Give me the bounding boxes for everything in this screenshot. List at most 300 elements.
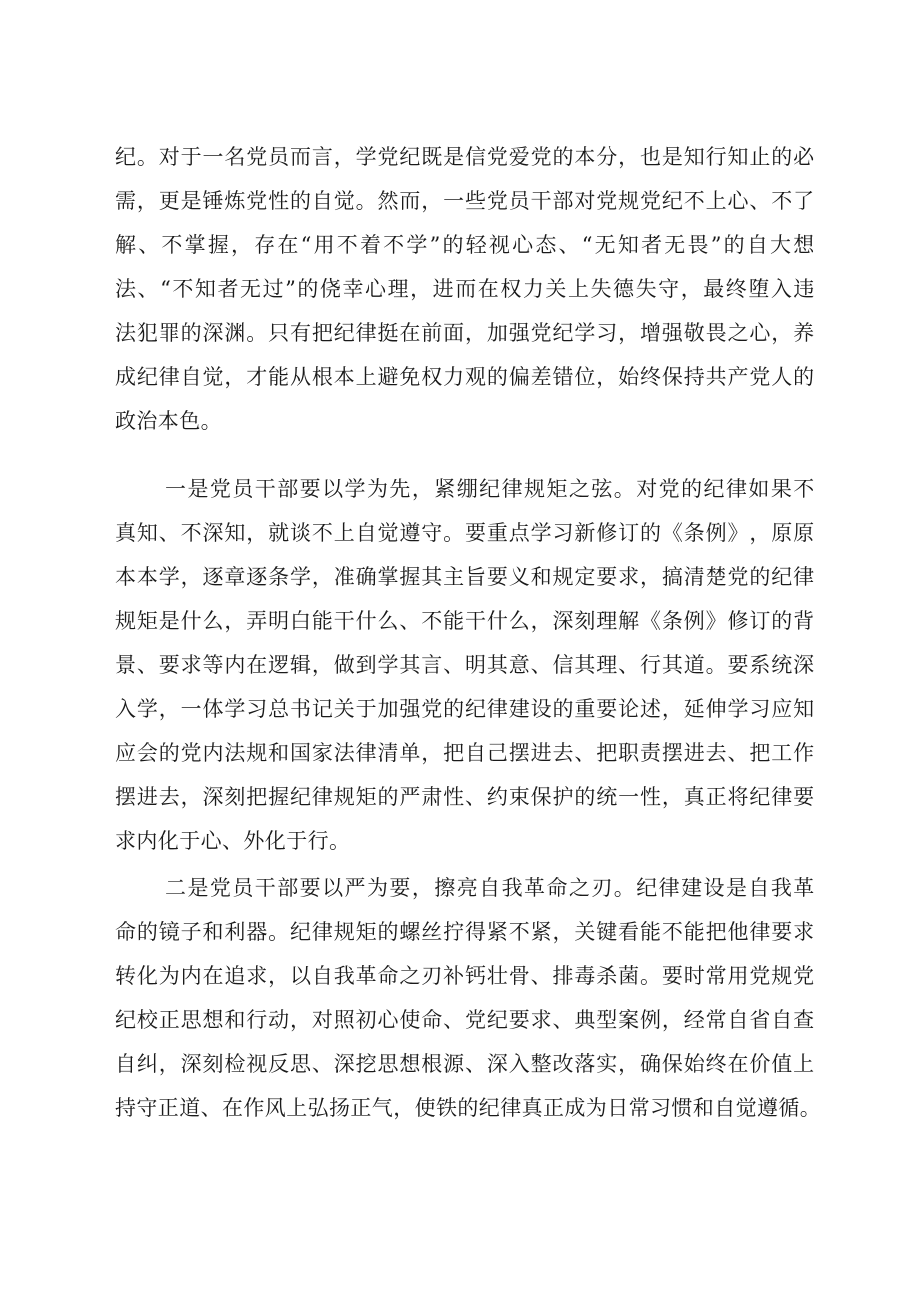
glyph: 根 [311, 365, 334, 389]
glyph: 要 [158, 653, 181, 677]
glyph: 规 [115, 609, 137, 633]
glyph: 避 [377, 365, 399, 389]
glyph: 握 [268, 785, 290, 809]
glyph: 律 [793, 565, 815, 589]
glyph: 些 [465, 189, 487, 213]
glyph: 自 [311, 189, 334, 213]
glyph: 觉 [202, 365, 224, 389]
glyph: 纪 [399, 145, 421, 169]
glyph: 严 [399, 785, 421, 809]
paragraph-line [115, 511, 815, 555]
glyph: 律 [355, 741, 378, 765]
glyph: 深 [202, 785, 224, 809]
glyph: 党 [465, 1008, 487, 1032]
glyph: 位 [574, 365, 596, 389]
glyph: 不 [336, 233, 359, 257]
glyph: 的 [552, 697, 574, 721]
glyph: 的 [574, 785, 596, 809]
glyph: 者 [641, 233, 663, 257]
glyph: 条 [268, 565, 290, 589]
glyph: 省 [749, 1008, 771, 1032]
glyph: 伸 [705, 697, 728, 721]
glyph: 》 [727, 521, 749, 545]
glyph: 学 [406, 233, 428, 257]
glyph: 以 [322, 477, 344, 501]
glyph: “ [300, 233, 312, 257]
glyph: 源 [443, 1052, 465, 1076]
glyph: 的 [640, 521, 662, 545]
glyph: 确 [355, 565, 378, 589]
glyph: 义 [508, 565, 531, 589]
glyph: 深 [202, 521, 224, 545]
glyph: 、 [136, 653, 159, 677]
glyph: 家 [311, 741, 334, 765]
glyph: 到 [355, 653, 378, 677]
glyph: ， [596, 365, 618, 389]
glyph: 、 [574, 741, 596, 765]
glyph: 而 [290, 145, 312, 169]
glyph: 错 [552, 365, 574, 389]
glyph: 纪 [115, 145, 137, 169]
glyph: 、 [443, 653, 465, 677]
glyph: 上 [567, 277, 590, 301]
glyph: 我 [770, 876, 793, 900]
glyph: 要 [299, 876, 322, 900]
glyph: 辑 [290, 653, 312, 677]
glyph: 是 [180, 189, 203, 213]
glyph: 矩 [546, 477, 568, 501]
glyph: 律 [658, 876, 681, 900]
glyph: 作 [793, 741, 815, 765]
glyph: ， [421, 741, 443, 765]
paragraph-line [115, 643, 815, 687]
glyph: 信 [552, 653, 574, 677]
glyph: 例 [640, 1008, 662, 1032]
glyph: 么 [377, 609, 399, 633]
glyph: 挖 [355, 1052, 378, 1076]
glyph: 法 [115, 277, 137, 301]
glyph: 、 [749, 189, 771, 213]
paragraph-3 [115, 866, 822, 1130]
glyph: 学 [377, 653, 399, 677]
glyph: 对 [158, 145, 181, 169]
glyph: “ [581, 233, 593, 257]
glyph: 主 [443, 565, 465, 589]
glyph: 觉 [333, 189, 356, 213]
glyph: 强 [508, 321, 531, 345]
glyph: 订 [749, 609, 771, 633]
glyph: 修 [727, 609, 749, 633]
glyph: 是 [187, 477, 209, 501]
glyph: 进 [683, 741, 706, 765]
glyph: 紧 [530, 920, 553, 944]
glyph: 其 [399, 653, 421, 677]
glyph: 规 [771, 964, 793, 988]
glyph: 心 [365, 277, 387, 301]
glyph: 毒 [574, 964, 596, 988]
glyph: 性 [268, 189, 290, 213]
glyph: 终 [705, 1052, 728, 1076]
glyph: 什 [355, 609, 378, 633]
paragraph-line: 持守正道、在作风上弘扬正气，使铁的纪律真正成为日常习惯和自觉遵循。 [115, 1096, 822, 1120]
glyph: 无 [664, 233, 686, 257]
glyph: 、 [465, 1052, 487, 1076]
glyph: 员 [508, 189, 531, 213]
glyph: 能 [268, 365, 290, 389]
glyph: 知 [224, 521, 246, 545]
glyph: 能 [443, 609, 465, 633]
glyph: 力 [443, 365, 465, 389]
glyph: 、 [552, 1008, 574, 1032]
glyph: ， [136, 189, 159, 213]
glyph: 权 [421, 365, 443, 389]
glyph: 价 [749, 1052, 771, 1076]
glyph: 初 [355, 1008, 378, 1032]
glyph: 己 [486, 741, 509, 765]
glyph: 、 [465, 785, 487, 809]
glyph: 刃 [421, 964, 443, 988]
glyph: 律 [311, 920, 334, 944]
glyph: 于 [355, 697, 378, 721]
glyph: 干 [254, 477, 277, 501]
glyph: 逻 [268, 653, 290, 677]
glyph: 对 [636, 477, 658, 501]
glyph: 明 [268, 609, 290, 633]
glyph: 案 [618, 1008, 640, 1032]
glyph: 之 [399, 964, 421, 988]
glyph: 不 [180, 521, 203, 545]
glyph: 书 [290, 697, 312, 721]
glyph: 律 [355, 321, 378, 345]
glyph: 心 [377, 1008, 399, 1032]
glyph: 干 [333, 609, 356, 633]
glyph: ” [429, 233, 441, 257]
glyph: 做 [333, 653, 356, 677]
glyph: 之 [727, 321, 749, 345]
glyph: 总 [268, 697, 290, 721]
glyph: 一 [443, 189, 465, 213]
glyph: 掌 [184, 233, 207, 257]
glyph: 思 [180, 1008, 203, 1032]
glyph: 知 [136, 521, 159, 545]
glyph: 要 [508, 1008, 531, 1032]
glyph: 为 [158, 964, 181, 988]
glyph: 律 [725, 477, 748, 501]
glyph: 法 [115, 321, 137, 345]
paragraph-line [115, 910, 815, 954]
glyph: 对 [574, 189, 596, 213]
glyph: 。 [246, 321, 268, 345]
glyph: ， [465, 321, 487, 345]
glyph: 矩 [136, 609, 159, 633]
glyph: 绷 [456, 477, 479, 501]
glyph: 命 [546, 876, 568, 900]
glyph: 自 [355, 521, 378, 545]
glyph: 纪 [136, 365, 159, 389]
glyph: 党 [658, 477, 681, 501]
glyph: 单 [399, 741, 421, 765]
glyph: 肃 [421, 785, 443, 809]
glyph: 纪 [290, 920, 312, 944]
glyph: 改 [552, 1052, 574, 1076]
glyph: 和 [530, 565, 553, 589]
glyph: 意 [508, 653, 531, 677]
glyph: 照 [333, 1008, 356, 1032]
glyph: 轻 [465, 233, 488, 257]
glyph: 偏 [508, 365, 531, 389]
glyph: 大 [770, 233, 792, 257]
glyph: 畏 [705, 321, 728, 345]
glyph: 习 [552, 521, 574, 545]
glyph: 先 [389, 477, 411, 501]
glyph: 纪 [749, 785, 771, 809]
glyph: 谈 [290, 521, 312, 545]
glyph: 约 [486, 785, 509, 809]
glyph: 握 [207, 233, 230, 257]
glyph: 系 [749, 653, 771, 677]
glyph: 果 [770, 477, 793, 501]
glyph: 信 [465, 145, 487, 169]
glyph: 要 [661, 964, 684, 988]
glyph: 员 [268, 145, 290, 169]
glyph: 条 [661, 609, 684, 633]
glyph: 要 [486, 565, 509, 589]
glyph: 正 [158, 1008, 181, 1032]
glyph: 用 [727, 964, 749, 988]
glyph: ， [224, 365, 246, 389]
glyph: 在 [727, 1052, 749, 1076]
glyph: 律 [501, 477, 523, 501]
glyph: 应 [115, 741, 137, 765]
glyph: 。 [136, 145, 159, 169]
glyph: 命 [421, 1008, 443, 1032]
glyph: 白 [290, 609, 312, 633]
glyph: 而 [399, 189, 421, 213]
glyph: 在 [477, 277, 500, 301]
glyph: 根 [421, 1052, 443, 1076]
glyph: ， [158, 697, 181, 721]
glyph: 法 [224, 741, 246, 765]
glyph: 党 [246, 189, 268, 213]
glyph: 要 [596, 697, 618, 721]
glyph: 使 [399, 1008, 421, 1032]
glyph: 要 [793, 785, 815, 809]
glyph: 革 [793, 876, 815, 900]
glyph: 刻 [202, 1052, 224, 1076]
glyph: 去 [552, 741, 574, 765]
glyph: 规 [333, 920, 356, 944]
glyph: 真 [683, 785, 706, 809]
glyph: 刻 [224, 785, 246, 809]
glyph: 等 [202, 653, 224, 677]
glyph: 亮 [456, 876, 479, 900]
glyph: 规 [552, 565, 574, 589]
glyph: 党 [486, 189, 509, 213]
glyph: 思 [290, 1052, 312, 1076]
glyph: 常 [705, 1008, 728, 1032]
glyph: 想 [793, 233, 815, 257]
glyph: 建 [681, 876, 703, 900]
glyph: 》 [705, 609, 728, 633]
glyph: 会 [136, 741, 159, 765]
glyph: 既 [421, 145, 443, 169]
glyph: ” [285, 277, 297, 301]
glyph: 把 [596, 741, 618, 765]
glyph: 纪 [486, 1008, 509, 1032]
glyph: 员 [232, 876, 254, 900]
glyph: 爱 [508, 145, 531, 169]
glyph: 的 [443, 697, 465, 721]
glyph: 子 [180, 920, 203, 944]
glyph: 习 [749, 697, 771, 721]
glyph: 入 [508, 1052, 531, 1076]
glyph: 觉 [377, 521, 399, 545]
glyph: 一 [165, 477, 187, 501]
glyph: 追 [224, 964, 246, 988]
glyph: 律 [749, 920, 771, 944]
glyph: 纪 [703, 477, 725, 501]
glyph: 关 [574, 920, 596, 944]
glyph: 始 [683, 1052, 706, 1076]
glyph: 上 [705, 189, 728, 213]
glyph: 修 [596, 521, 618, 545]
glyph: 以 [290, 964, 312, 988]
glyph: 进 [432, 277, 455, 301]
glyph: ， [311, 653, 334, 677]
glyph: 要 [299, 477, 322, 501]
glyph: 掌 [377, 565, 399, 589]
paragraph-line [115, 866, 815, 910]
glyph: 要 [771, 920, 793, 944]
glyph: 纪 [771, 565, 793, 589]
glyph: 和 [268, 741, 290, 765]
glyph: 、 [530, 964, 553, 988]
glyph: 我 [333, 964, 356, 988]
glyph: 。 [705, 653, 728, 677]
glyph: 为 [366, 876, 389, 900]
glyph: 明 [465, 653, 487, 677]
glyph: 不 [508, 920, 531, 944]
glyph: 么 [202, 609, 224, 633]
glyph: 其 [421, 565, 443, 589]
glyph: 上 [793, 1052, 815, 1076]
glyph: 设 [530, 697, 553, 721]
glyph: 真 [115, 521, 137, 545]
glyph: 党 [727, 565, 749, 589]
paragraph-line [115, 775, 815, 819]
glyph: 入 [115, 697, 137, 721]
glyph: 转 [115, 964, 137, 988]
glyph: 是 [443, 145, 465, 169]
glyph: 自 [180, 365, 203, 389]
glyph: 束 [508, 785, 531, 809]
glyph: 把 [246, 785, 268, 809]
glyph: 理 [596, 653, 618, 677]
glyph: 、 [618, 653, 640, 677]
glyph: 知 [683, 145, 706, 169]
glyph: 差 [530, 365, 553, 389]
glyph: 述 [640, 697, 662, 721]
glyph: 不 [311, 521, 334, 545]
paragraph-line [115, 179, 815, 223]
glyph: 党 [180, 741, 203, 765]
glyph: 骨 [508, 964, 531, 988]
paragraph-line [115, 687, 815, 731]
glyph: 党 [530, 145, 553, 169]
glyph: 纪 [465, 697, 487, 721]
glyph: 态 [535, 233, 557, 257]
glyph: 把 [749, 741, 771, 765]
glyph: 本 [333, 365, 356, 389]
glyph: ， [411, 876, 434, 900]
glyph: 违 [793, 277, 815, 301]
glyph: 逐 [246, 565, 268, 589]
glyph: 、 [558, 233, 580, 257]
glyph: 应 [771, 697, 793, 721]
glyph: 学 [530, 521, 553, 545]
glyph: 加 [486, 321, 509, 345]
glyph: 弦 [591, 477, 613, 501]
glyph: 旨 [465, 565, 487, 589]
glyph: 党 [749, 365, 771, 389]
glyph: 深 [486, 1052, 509, 1076]
glyph: 律 [486, 697, 509, 721]
glyph: 的 [771, 609, 793, 633]
glyph: ， [411, 477, 434, 501]
glyph: 体 [202, 697, 224, 721]
glyph: 部 [277, 477, 299, 501]
glyph: 想 [202, 1008, 224, 1032]
glyph: 入 [770, 277, 793, 301]
glyph: 。 [613, 876, 636, 900]
glyph: 思 [377, 1052, 399, 1076]
glyph: 《 [640, 609, 662, 633]
glyph: 型 [596, 1008, 618, 1032]
glyph: 清 [377, 741, 399, 765]
glyph: 他 [727, 920, 749, 944]
glyph: 是 [725, 876, 748, 900]
glyph: 内 [202, 741, 224, 765]
glyph: 重 [574, 697, 596, 721]
glyph: 得 [465, 920, 487, 944]
glyph: 新 [574, 521, 596, 545]
glyph: ， [771, 321, 793, 345]
glyph: 党 [749, 964, 771, 988]
glyph: 设 [703, 876, 725, 900]
glyph: 心 [512, 233, 534, 257]
glyph: 命 [377, 964, 399, 988]
glyph: 弄 [246, 609, 268, 633]
glyph: 学 [158, 565, 181, 589]
glyph: 上 [333, 521, 356, 545]
glyph: 学 [344, 477, 366, 501]
glyph: 知 [194, 277, 217, 301]
paragraph-line: 政治本色。 [115, 409, 222, 433]
glyph: 本 [574, 145, 596, 169]
glyph: 摆 [508, 741, 531, 765]
glyph: 什 [486, 609, 509, 633]
glyph: 言 [311, 145, 334, 169]
glyph: 挺 [377, 321, 399, 345]
glyph: 视 [488, 233, 511, 257]
glyph: 的 [681, 477, 703, 501]
glyph: 干 [254, 876, 277, 900]
glyph: 工 [771, 741, 793, 765]
glyph: 。 [355, 189, 378, 213]
glyph: 员 [232, 477, 254, 501]
glyph: ， [246, 521, 268, 545]
glyph: 性 [640, 785, 662, 809]
